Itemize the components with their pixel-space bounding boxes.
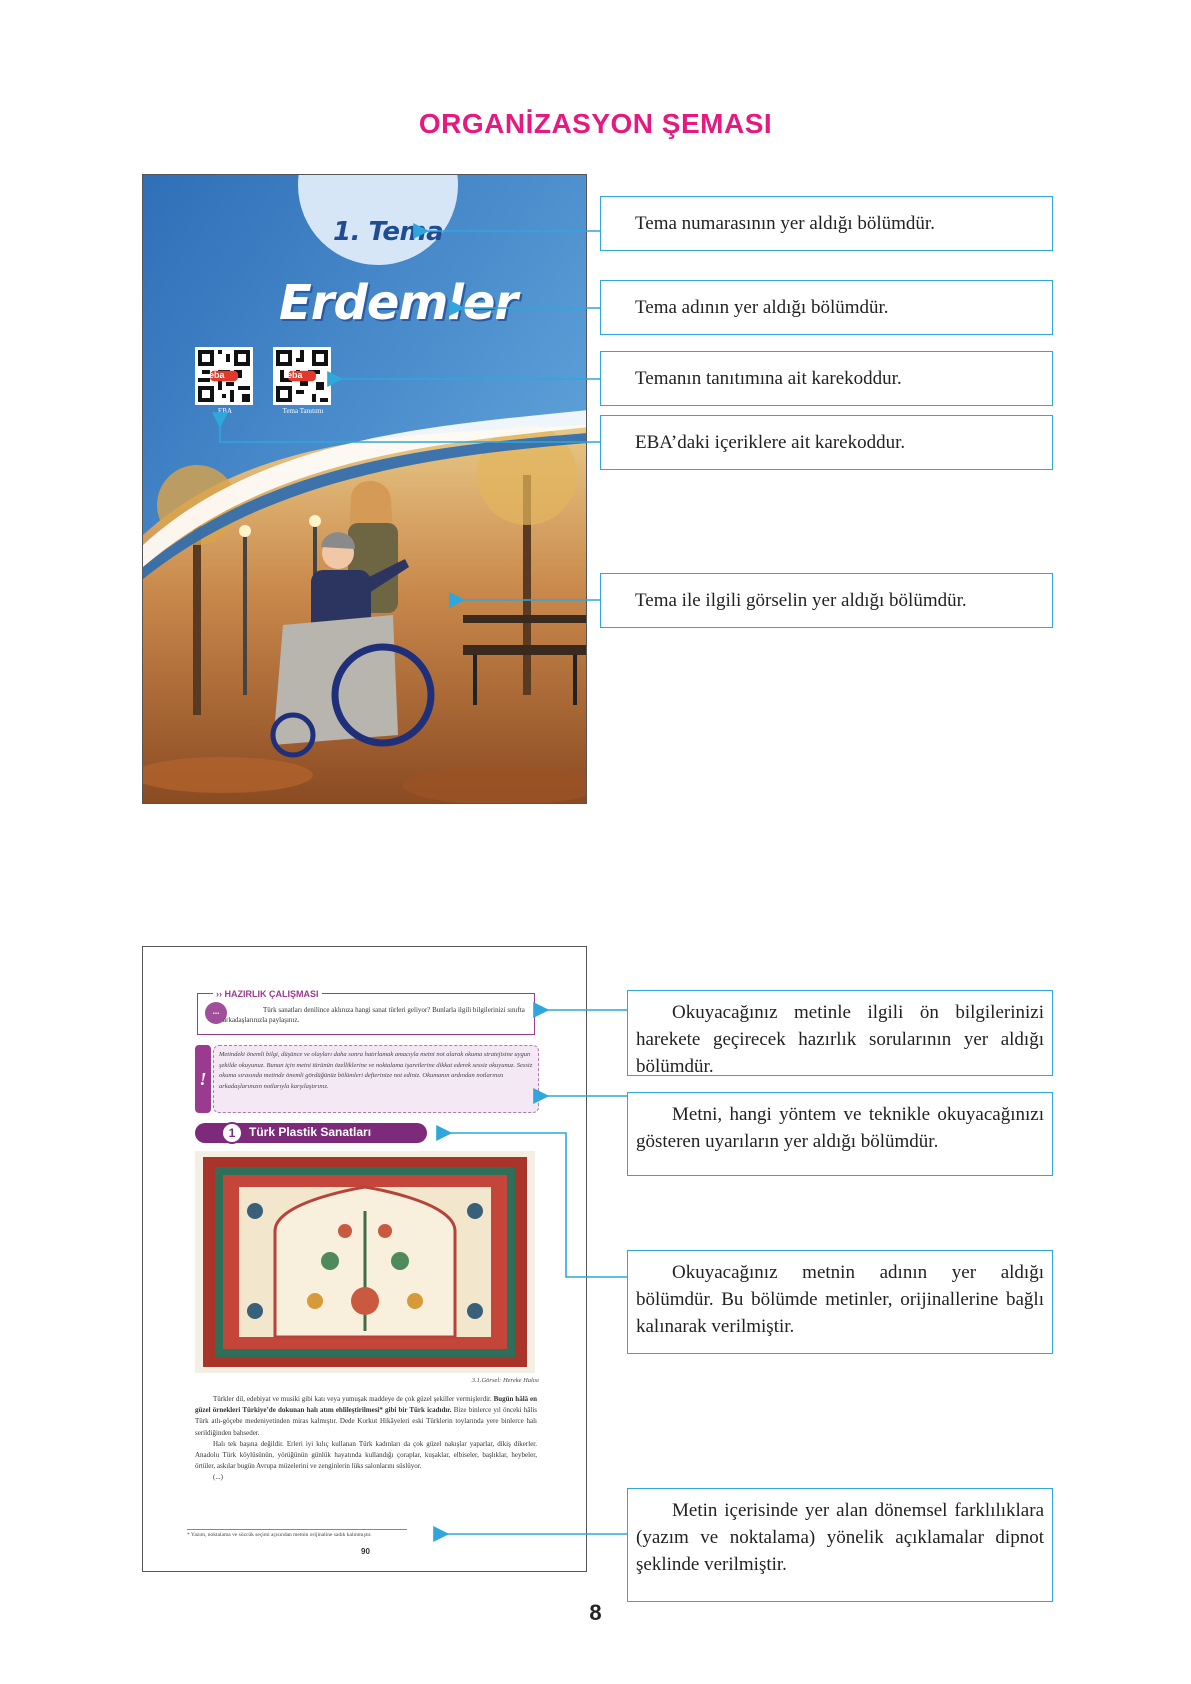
page-number: 8 (589, 1600, 602, 1625)
footnote: * Yazım, noktalama ve sözcük seçimi açısından metnin orijinaline sadık kalınmıştır. (187, 1532, 372, 1538)
callout-theme-name: Tema adının yer aldığı bölümdür. (600, 280, 1053, 335)
prep-section-heading: ›› HAZIRLIK ÇALIŞMASI (213, 989, 322, 999)
reading-warning: Metindeki önemli bilgi, düşünce ve olayları daha sonra hatırlamak amacıyla metni not alarak okuma stratejisine uygun şekilde okuyunuz. Bunun için metni türünün özelliklerine ve noktalama işaretlerine dikkat ederek sessiz okuyunuz. Sessiz okuma sırasında metinde önemli gördüğünüz bölümleri defterinize not ediniz. Okumanın ardından notlarınızı arkadaşlarınızın notlarıyla karşılaştırınız. (213, 1045, 539, 1113)
eba-qr-caption: EBA (218, 407, 232, 415)
callout-theme-intro-qr: Temanın tanıtımına ait karekoddur. (600, 351, 1053, 406)
callout-reading-warning: Metni, hangi yöntem ve teknikle okuyacağınızı gösteren uyarıların yer aldığı bölümdür. (627, 1092, 1053, 1176)
speech-bubble-icon: ... (205, 1002, 227, 1024)
callout-footnote: Metin içerisinde yer alan dönemsel farklılıklara (yazım ve noktalama) yönelik açıklamalar dipnot şeklinde verilmiştir. (627, 1488, 1053, 1602)
double-chevron-icon: ›› (216, 989, 222, 999)
callout-prep-section: Okuyacağınız metinle ilgili ön bilgilerinizi harekete geçirecek hazırlık sorularının yer aldığı bölümdür. (627, 990, 1053, 1076)
callout-theme-image: Tema ile ilgili görselin yer aldığı bölümdür. (600, 573, 1053, 628)
theme-name: Erdemler (279, 275, 518, 331)
arrow-eba-qr (220, 425, 600, 442)
paragraph: Türkler dil, edebiyat ve musiki gibi katı veya yumuşak maddeye de çok güzel şekiller vermişlerdir. Bugün hâlâ en güzel örnekleri Türkiye’de dokunan halı atım ehlileştirilmesi* gibi bir Türk icadıdır. Bize binlerce yıl önceki hâlis Türk atlı-göçebe medeniyetinden miras kalmıştır. Dede Korkut Hikâyeleri eski Türklerin toylarında yere binlerce halı serildiğinden bahseder. (195, 1395, 538, 1437)
paragraph: Halı tek başına değildir. Erleri iyi kılıç kullanan Türk kadınları da çok güzel nakışlar yaparlar, dikiş dikerler. Anadolu Türk köylüsünün, yörüğünün günlük hayatında kullandığı çoraplar, kuşaklar, elbiseler, başlıklar, heybeler, örtüler, askılar bugün Avrupa müzelerini ve zenginlerin lüks salonlarını süslüyor. (195, 1439, 537, 1471)
eba-badge: eba (209, 370, 225, 380)
text-title: Türk Plastik Sanatları (249, 1125, 372, 1139)
callout-text-title: Okuyacağınız metnin adının yer aldığı bölümdür. Bu bölümde metinler, orijinallerine bağlı kalınarak verilmiştir. (627, 1250, 1053, 1354)
paragraph: (...) (213, 1473, 223, 1482)
page-title: ORGANİZASYON ŞEMASI (418, 108, 773, 139)
eba-badge: eba (287, 370, 303, 380)
theme-intro-qr-caption: Tema Tanıtımı (282, 407, 324, 415)
theme-number: 1. Tema (333, 217, 444, 247)
sample-page-number: 90 (361, 1547, 370, 1556)
text-number: 1 (221, 1122, 243, 1144)
image-caption: 3.1.Görsel: Hereke Halısı (471, 1377, 539, 1384)
arrow-text-title (449, 1133, 627, 1277)
prep-question: Türk sanatları denilince aklınıza hangi sanat türleri geliyor? Bunlarla ilgili bilgilerinizi sınıfta arkadaşlarınızla paylaşınız. (223, 1006, 525, 1024)
callout-theme-number: Tema numarasının yer aldığı bölümdür. (600, 196, 1053, 251)
exclamation-icon: ! (195, 1045, 211, 1113)
callout-eba-qr: EBA’daki içeriklere ait karekoddur. (600, 415, 1053, 470)
